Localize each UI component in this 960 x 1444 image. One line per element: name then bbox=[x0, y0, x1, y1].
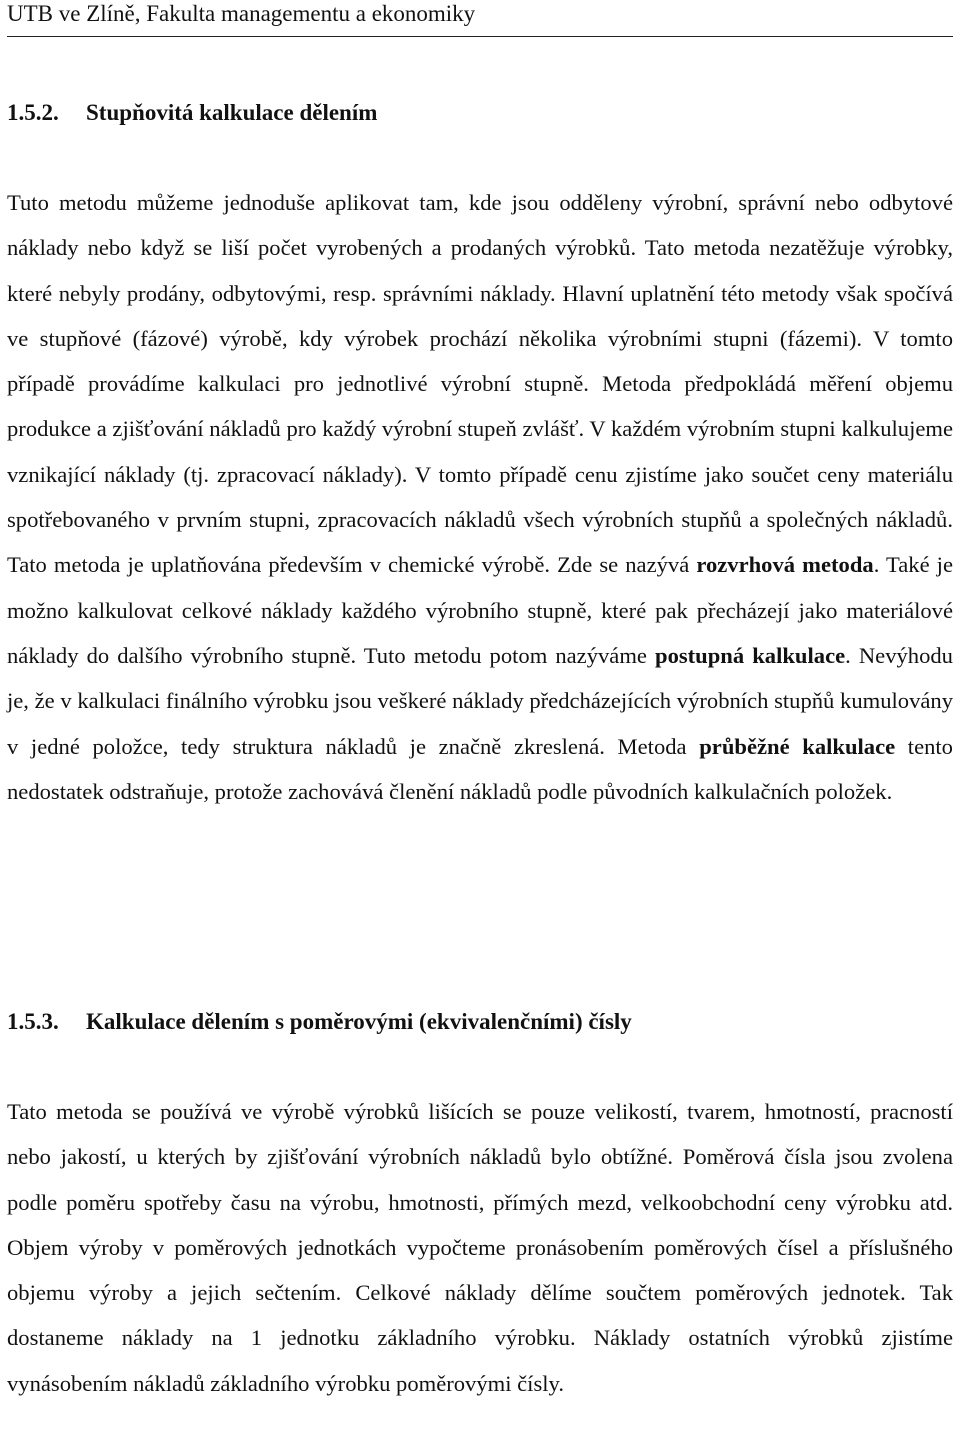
section-title: Stupňovitá kalkulace dělením bbox=[86, 100, 378, 125]
paragraph-stupnovita-kalkulace bbox=[7, 180, 953, 814]
section-title: Kalkulace dělením s poměrovými (ekvivalenčními) čísly bbox=[86, 1009, 632, 1034]
paragraph-text: tento nedostatek odstraňuje, protože zachovává členění nákladů podle původních kalkulačních položek. bbox=[7, 733, 953, 804]
section-heading-1-5-2 bbox=[7, 98, 377, 128]
page-header bbox=[7, 0, 953, 37]
section-heading-1-5-3 bbox=[7, 1007, 632, 1037]
paragraph-text: . Nevýhodu je, že v kalkulaci finálního výrobku jsou veškeré náklady předcházejících výrobních stupňů kumulovány v jedné položce, tedy struktura nákladů je značně zkreslená. Metoda bbox=[7, 642, 953, 759]
term-rozvrhova-metoda: rozvrhová metoda bbox=[696, 552, 874, 578]
term-prubezne-kalkulace: průběžné kalkulace bbox=[699, 733, 896, 759]
term-postupna-kalkulace: postupná kalkulace bbox=[655, 642, 846, 668]
paragraph-text: . Také je možno kalkulovat celkové náklady každého výrobního stupně, které pak přecházejí jako materiálové náklady do dalšího výrobního stupně. Tuto metodu potom nazýváme bbox=[7, 552, 953, 668]
section-number: 1.5.3. bbox=[7, 1009, 59, 1034]
paragraph-pomerova-cisla bbox=[7, 1089, 953, 1406]
paragraph-text: Tuto metodu můžeme jednoduše aplikovat tam, kde jsou odděleny výrobní, správní nebo odbytové náklady nebo když se liší počet vyrobených a prodaných výrobků. Tato metoda nezatěžuje výrobky, které nebyly prodány, odbytovými, resp. správními náklady. Hlavní uplatnění této metody však spočívá ve stupňové (fázové) výrobě, kdy výrobek prochází několika výrobními stupni (fázemi). V tomto případě provádíme kalkulaci pro jednotlivé výrobní stupně. Metoda předpokládá měření objemu produkce a zjišťování nákladů pro každý výrobní stupeň zvlášť. V každém výrobním stupni kalkulujeme vznikající náklady (tj. zpracovací náklady). V tomto případě cenu zjistíme jako součet ceny materiálu spotřebovaného v prvním stupni, zpracovacích nákladů všech výrobních stupňů a společných nákladů. Tato metoda je uplatňována především v chemické výrobě. Zde se nazývá bbox=[7, 190, 953, 578]
paragraph-text: Tato metoda se používá ve výrobě výrobků lišících se pouze velikostí, tvarem, hmotností, pracností nebo jakostí, u kterých by zjišťování výrobních nákladů bylo obtížné. Poměrová čísla jsou zvolena podle poměru spotřeby času na výrobu, hmotnosti, přímých mezd, velkoobchodní ceny výrobku atd. Objem výroby v poměrových jednotkách vypočteme pronásobením poměrových čísel a příslušného objemu výroby a jejich sečtením. Celkové náklady dělíme součtem poměrových jednotek. Tak dostaneme náklady na 1 jednotku základního výrobku. Náklady ostatních výrobků zjistíme vynásobením nákladů základního výrobku poměrovými čísly. bbox=[7, 1099, 953, 1396]
section-number: 1.5.2. bbox=[7, 100, 59, 125]
header-title: UTB ve Zlíně, Fakulta managementu a ekonomiky bbox=[7, 1, 476, 26]
